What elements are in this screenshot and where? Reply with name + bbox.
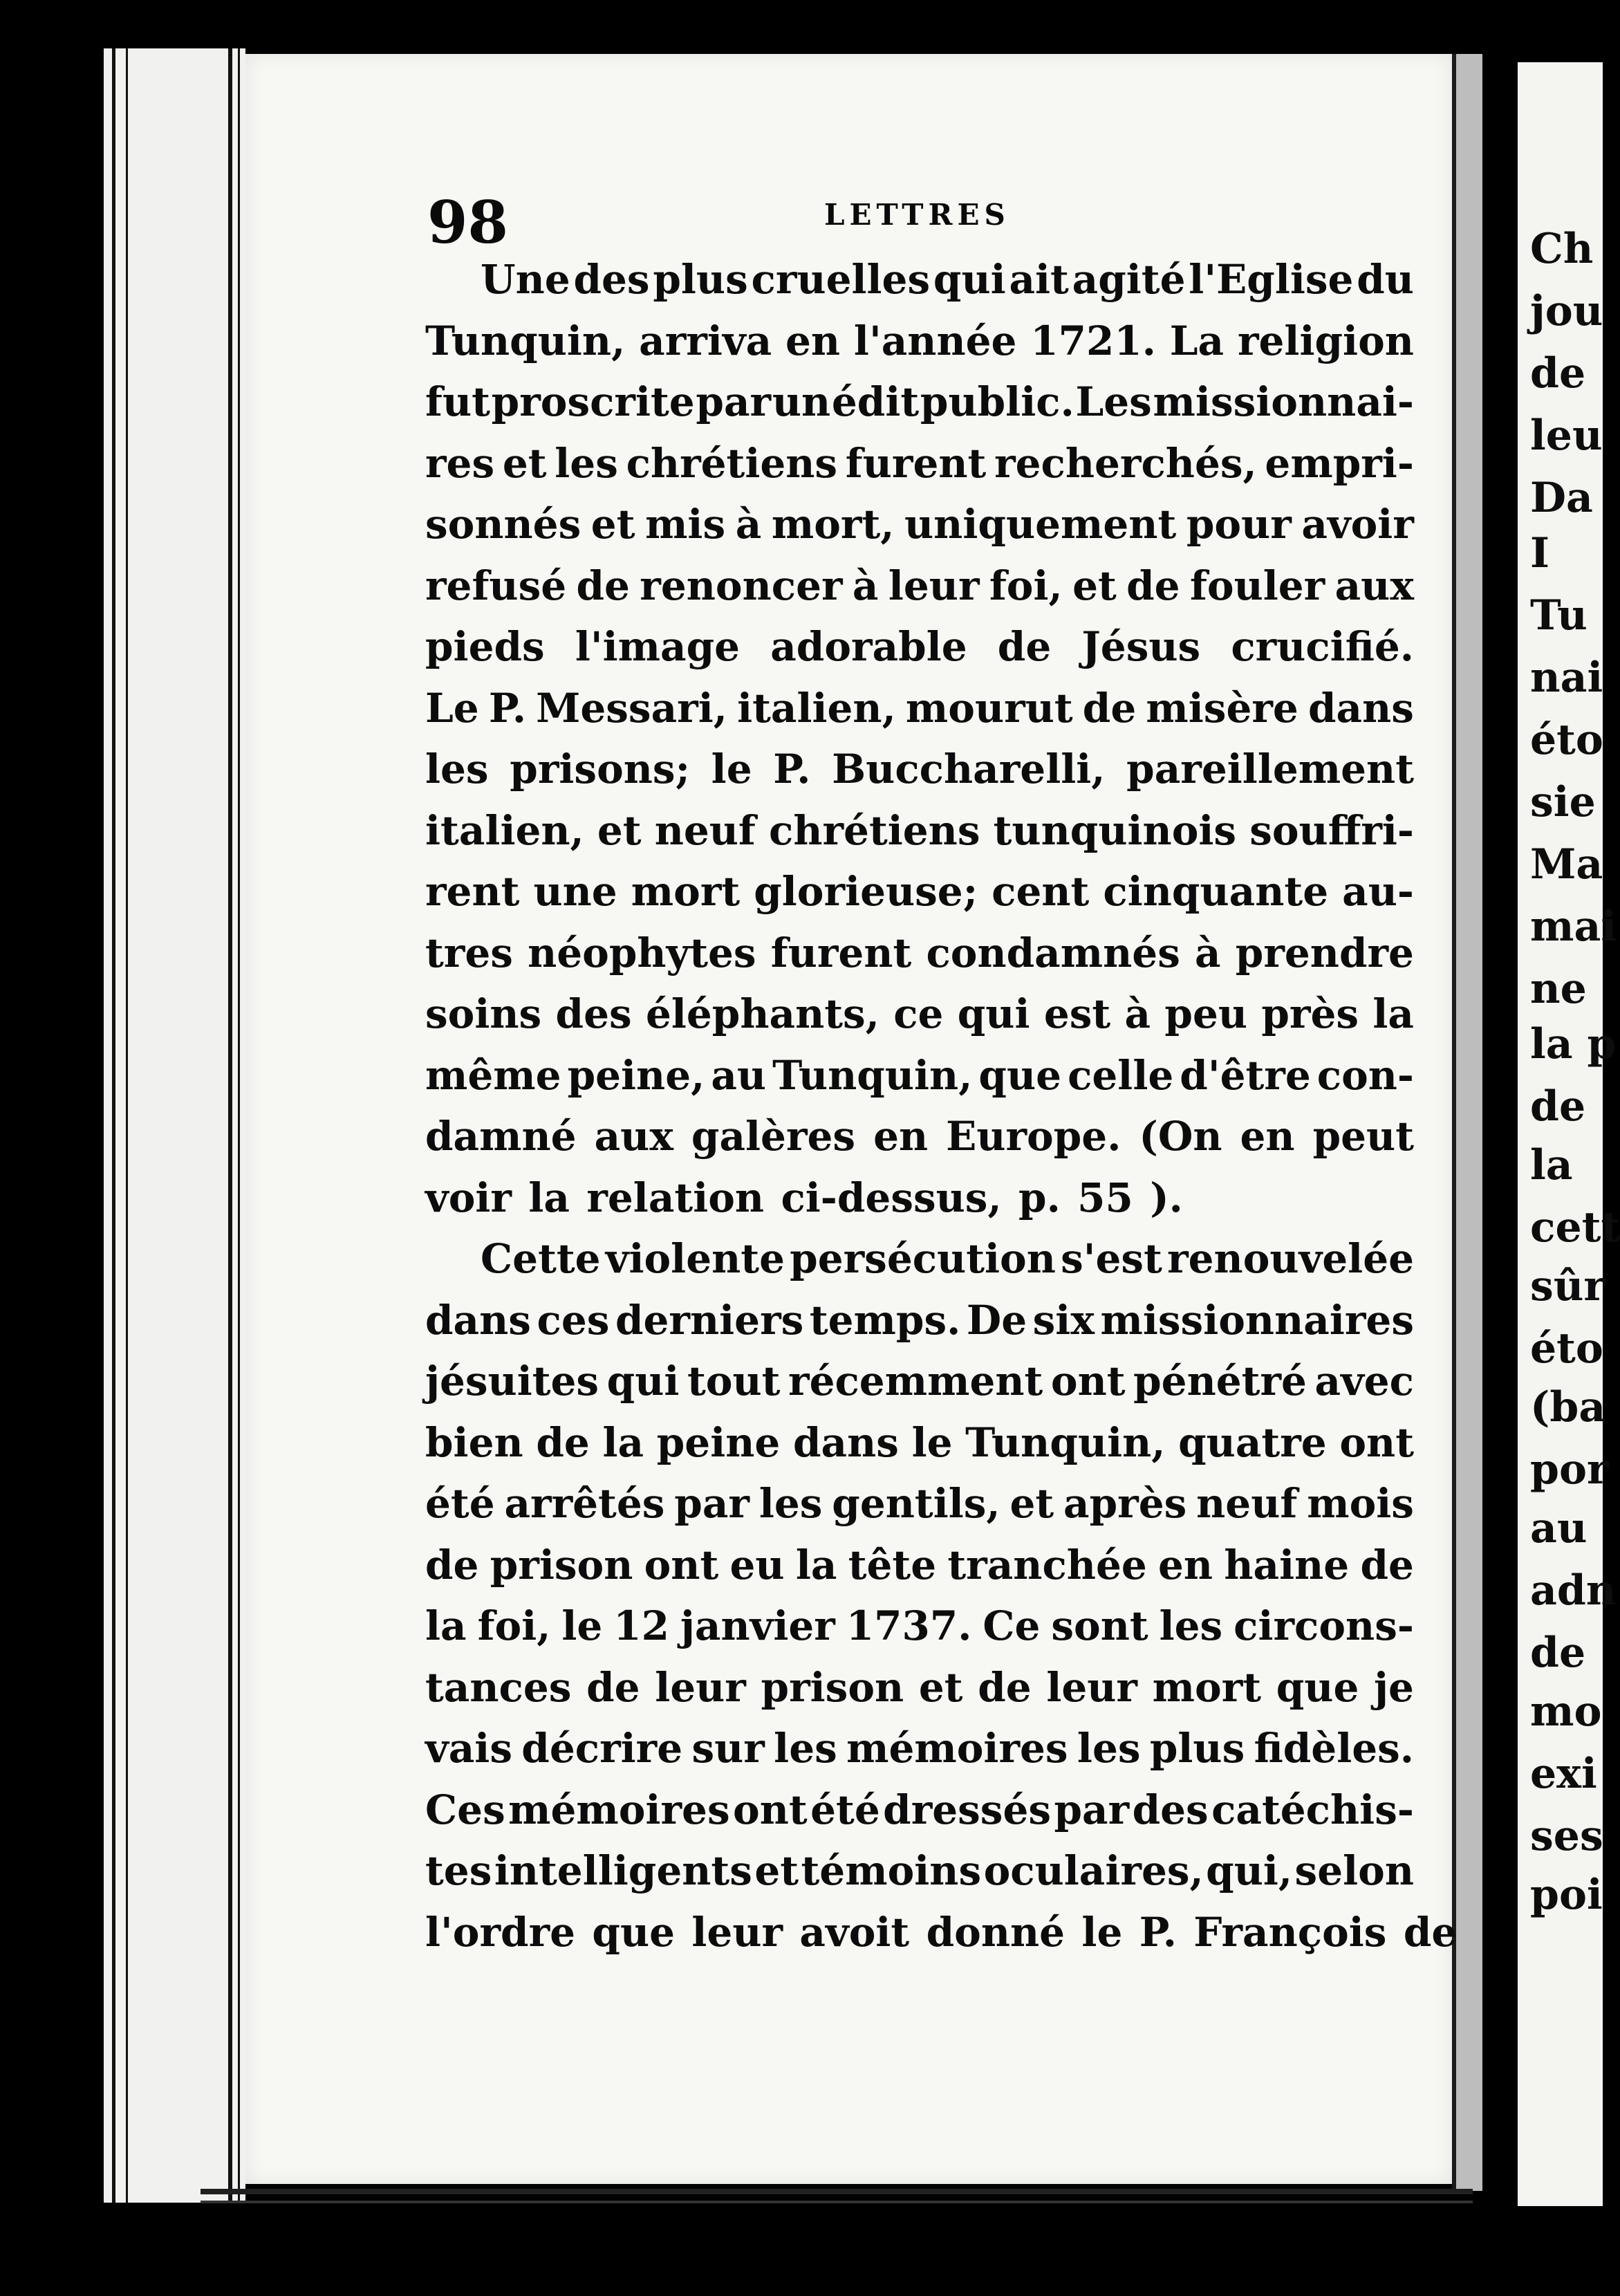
word: tunquinois xyxy=(993,806,1237,854)
word: relation xyxy=(586,1174,765,1221)
word: l'image xyxy=(575,623,741,670)
word: peine xyxy=(656,1418,781,1466)
word: janvier xyxy=(680,1602,835,1649)
word: celle xyxy=(1068,1051,1174,1099)
word: de xyxy=(576,562,630,609)
word: la xyxy=(795,1541,837,1589)
word: derniers xyxy=(615,1296,804,1344)
word: leur xyxy=(1046,1663,1137,1711)
word: public. xyxy=(920,378,1074,425)
word: soins xyxy=(425,990,542,1037)
word: bien xyxy=(425,1418,523,1466)
word: du xyxy=(1357,256,1414,303)
word: renouvelée xyxy=(1167,1235,1414,1282)
word: un xyxy=(772,378,831,425)
word: été xyxy=(810,1786,880,1833)
word: religion xyxy=(1237,317,1414,364)
word: selon xyxy=(1294,1847,1414,1894)
word: fut xyxy=(425,378,490,425)
word: prisons; xyxy=(510,746,690,793)
word: Le xyxy=(425,684,479,732)
word: circons- xyxy=(1233,1602,1414,1649)
text-line xyxy=(425,1902,1458,1963)
word: le xyxy=(561,1602,603,1649)
word: P. xyxy=(488,684,527,732)
word: édit xyxy=(831,378,920,425)
word: tances xyxy=(425,1663,572,1711)
word: chrétiens xyxy=(626,439,838,487)
word: glorieuse; xyxy=(754,868,978,915)
binding-line xyxy=(238,48,240,2203)
word: de xyxy=(536,1418,590,1466)
paragraph xyxy=(425,1228,1458,1963)
word: François xyxy=(1193,1908,1387,1956)
word: Tunquin, xyxy=(772,1051,973,1099)
adjacent-page-line: Da xyxy=(1530,474,1593,522)
word: au xyxy=(711,1051,767,1099)
adjacent-page-line: de xyxy=(1530,1629,1586,1677)
word: en xyxy=(873,1113,929,1160)
word: l'Eglise xyxy=(1189,256,1354,303)
text-line xyxy=(425,1106,1414,1167)
word: mémoires xyxy=(846,1725,1068,1772)
word: et xyxy=(597,806,642,854)
page-bottom-edge xyxy=(201,2189,1473,2194)
word: recherchés, xyxy=(994,439,1257,487)
word: ait xyxy=(1009,256,1069,303)
word: ont xyxy=(1050,1358,1126,1405)
word: plus xyxy=(653,256,748,303)
word: furent xyxy=(845,439,987,487)
word: souffri- xyxy=(1249,806,1414,854)
word: agité xyxy=(1072,256,1186,303)
text-line xyxy=(425,1535,1414,1596)
word: ). xyxy=(1150,1174,1183,1221)
word: dans xyxy=(792,1418,899,1466)
word: Jésus xyxy=(1081,623,1201,670)
word: mois xyxy=(1307,1480,1414,1527)
word: peu xyxy=(1164,990,1248,1037)
adjacent-page-line: sie xyxy=(1530,778,1596,826)
word: intelligents xyxy=(494,1847,752,1894)
binding-line xyxy=(112,48,115,2203)
word: des xyxy=(555,990,632,1037)
word: chrétiens xyxy=(769,806,980,854)
adjacent-page-line: exi xyxy=(1530,1750,1597,1798)
word: De xyxy=(966,1296,1027,1344)
word: sont xyxy=(1051,1602,1148,1649)
word: de xyxy=(586,1663,640,1711)
adjacent-page-line: de xyxy=(1530,349,1586,398)
word: Une xyxy=(481,256,570,303)
word: italien, xyxy=(737,684,896,732)
word: et xyxy=(1072,562,1117,609)
word: le xyxy=(911,1418,953,1466)
word: en xyxy=(1158,1541,1213,1589)
text-line xyxy=(425,494,1414,555)
word: et xyxy=(918,1663,963,1711)
word: peut xyxy=(1312,1113,1414,1160)
word: con- xyxy=(1316,1051,1414,1099)
word: et xyxy=(590,501,635,548)
word: Cette xyxy=(481,1235,601,1282)
word: avec xyxy=(1314,1358,1414,1405)
word: donné xyxy=(926,1908,1065,1956)
word: le xyxy=(1081,1908,1123,1956)
word: tout xyxy=(687,1358,781,1405)
text-line xyxy=(425,923,1414,984)
word: dressés xyxy=(883,1786,1052,1833)
word: aux xyxy=(1334,562,1414,609)
word: d'être xyxy=(1180,1051,1311,1099)
adjacent-page-line: cett xyxy=(1530,1203,1620,1252)
word: en xyxy=(785,317,841,364)
word: récemment xyxy=(788,1358,1043,1405)
word: mis xyxy=(645,501,726,548)
word: tête xyxy=(848,1541,937,1589)
text-line xyxy=(425,1840,1414,1902)
word: gentils, xyxy=(832,1480,1000,1527)
text-line xyxy=(425,1473,1414,1535)
word: la xyxy=(425,1602,467,1649)
word: eu xyxy=(729,1541,785,1589)
word: vais xyxy=(425,1725,512,1772)
word: Ces xyxy=(425,1786,505,1833)
word: quatre xyxy=(1178,1418,1327,1466)
word: de xyxy=(1082,684,1137,732)
word: uniquement xyxy=(904,501,1177,548)
word: Les xyxy=(1075,378,1152,425)
adjacent-page-line: sûr xyxy=(1530,1262,1606,1311)
paragraph xyxy=(425,249,1414,1228)
text-line xyxy=(425,861,1414,923)
word: mourut xyxy=(905,684,1073,732)
word: ces xyxy=(537,1296,610,1344)
word: témoins xyxy=(801,1847,982,1894)
running-head: LETTRES xyxy=(824,198,1010,232)
page-bottom-edge xyxy=(201,2201,1473,2203)
word: proscrite xyxy=(491,378,695,425)
text-line xyxy=(425,1779,1414,1841)
word: renoncer xyxy=(640,562,843,609)
word: que xyxy=(592,1908,676,1956)
text-line xyxy=(425,249,1414,311)
adjacent-page-line: au xyxy=(1530,1504,1588,1553)
word: voir xyxy=(425,1174,512,1221)
word: oculaires, xyxy=(983,1847,1204,1894)
adjacent-page-line: Ch xyxy=(1530,225,1594,273)
word: cruelles xyxy=(751,256,931,303)
adjacent-page-line: mai xyxy=(1530,902,1617,951)
word: missionnai- xyxy=(1153,378,1414,425)
word: prison xyxy=(490,1541,633,1589)
word: et xyxy=(754,1847,799,1894)
adjacent-page-line: poi xyxy=(1530,1871,1603,1919)
word: damné xyxy=(425,1113,577,1160)
text-line xyxy=(425,983,1414,1045)
word: Tunquin, xyxy=(965,1418,1166,1466)
word: tes xyxy=(425,1847,492,1894)
word: mort xyxy=(1152,1663,1262,1711)
word: s'est xyxy=(1061,1235,1162,1282)
word: à xyxy=(735,501,762,548)
text-line xyxy=(425,1718,1414,1779)
adjacent-page-line: jou xyxy=(1530,287,1603,335)
word: missionnaires xyxy=(1100,1296,1414,1344)
word: été xyxy=(425,1480,495,1527)
word: ci-dessus, xyxy=(781,1174,1002,1221)
word: haine xyxy=(1224,1541,1350,1589)
word: foi, xyxy=(477,1602,551,1649)
word: prison xyxy=(761,1663,904,1711)
word: la xyxy=(528,1174,570,1221)
text-line xyxy=(425,433,1414,494)
word: P. xyxy=(773,746,811,793)
word: que xyxy=(1276,1663,1359,1711)
word: ce xyxy=(893,990,944,1037)
word: fidèles. xyxy=(1254,1725,1414,1772)
word: italien, xyxy=(425,806,584,854)
word: fouler xyxy=(1189,562,1325,609)
word: peine, xyxy=(567,1051,705,1099)
text-line xyxy=(425,1290,1414,1351)
word: décrire xyxy=(521,1725,683,1772)
word: arrêtés xyxy=(504,1480,665,1527)
text-line xyxy=(425,800,1414,862)
word: Messari, xyxy=(536,684,727,732)
adjacent-page-line: ne xyxy=(1530,965,1587,1013)
word: en xyxy=(1240,1113,1295,1160)
word: dans xyxy=(1307,684,1414,732)
word: une xyxy=(533,868,617,915)
word: prendre xyxy=(1235,929,1414,976)
word: à xyxy=(1124,990,1151,1037)
word: les xyxy=(774,1725,837,1772)
word: sur xyxy=(691,1725,765,1772)
word: 1737. xyxy=(846,1602,972,1649)
word: les xyxy=(425,746,489,793)
word: leur xyxy=(691,1908,783,1956)
adjacent-page xyxy=(1518,62,1620,2206)
word: condamnés xyxy=(926,929,1180,976)
adjacent-page-line: por xyxy=(1530,1445,1609,1494)
word: de xyxy=(1403,1908,1458,1956)
word: de xyxy=(425,1541,479,1589)
word: furent xyxy=(770,929,912,976)
word: qui, xyxy=(1206,1847,1293,1894)
word: par xyxy=(674,1480,750,1527)
word: ont xyxy=(1339,1418,1414,1466)
text-line xyxy=(425,678,1414,739)
text-line xyxy=(425,311,1414,372)
page-fore-edge xyxy=(1452,54,1482,2191)
word: l'année xyxy=(853,317,1017,364)
word: les xyxy=(555,439,618,487)
word: foi, xyxy=(989,562,1063,609)
adjacent-page-line: leu xyxy=(1530,411,1603,460)
word: rent xyxy=(425,868,520,915)
word: près xyxy=(1261,990,1359,1037)
text-line xyxy=(425,555,1414,617)
word: ont xyxy=(644,1541,719,1589)
word: des xyxy=(1132,1786,1209,1833)
word: aux xyxy=(594,1113,673,1160)
word: qui xyxy=(933,256,1006,303)
text-line xyxy=(425,1412,1414,1474)
word: neuf xyxy=(654,806,756,854)
word: des xyxy=(573,256,650,303)
word: dans xyxy=(425,1296,531,1344)
word: Buccharelli, xyxy=(832,746,1106,793)
left-binding-edge xyxy=(104,48,245,2203)
word: crucifié. xyxy=(1231,623,1414,670)
word: de xyxy=(978,1663,1032,1711)
adjacent-page-line: la xyxy=(1530,1141,1573,1189)
text-line xyxy=(425,616,1414,678)
adjacent-page-line: Ma xyxy=(1530,840,1603,889)
word: arriva xyxy=(639,317,772,364)
word: plus xyxy=(1149,1725,1245,1772)
text-line xyxy=(425,1351,1414,1412)
word: et xyxy=(502,439,547,487)
word: je xyxy=(1374,1663,1414,1711)
word: adorable xyxy=(770,623,967,670)
word: l'ordre xyxy=(425,1908,576,1956)
adjacent-page-line: adn xyxy=(1530,1566,1617,1615)
binding-line xyxy=(228,48,232,2203)
word: à xyxy=(1195,929,1221,976)
word: la xyxy=(602,1418,644,1466)
adjacent-page-line: mo xyxy=(1530,1687,1602,1736)
word: les xyxy=(1077,1725,1141,1772)
word: même xyxy=(425,1051,561,1099)
word: qui xyxy=(606,1358,680,1405)
word: leur xyxy=(655,1663,746,1711)
word: avoit xyxy=(799,1908,910,1956)
word: de xyxy=(1126,562,1180,609)
word: (On xyxy=(1139,1113,1222,1160)
adjacent-page-line: (ba xyxy=(1530,1383,1606,1432)
word: Tunquin, xyxy=(425,317,626,364)
word: de xyxy=(997,623,1052,670)
word: les xyxy=(1159,1602,1223,1649)
body-text xyxy=(425,249,1458,1963)
word: pour xyxy=(1186,501,1292,548)
word: par xyxy=(1054,1786,1130,1833)
word: la xyxy=(1372,990,1414,1037)
word: mémoires xyxy=(508,1786,730,1833)
binding-line xyxy=(126,48,128,2203)
word: 55 xyxy=(1077,1174,1133,1221)
text-line xyxy=(425,1167,1414,1229)
adjacent-page-line: éto xyxy=(1530,716,1603,764)
word: La xyxy=(1169,317,1225,364)
text-line xyxy=(425,1595,1414,1657)
word: pénétré xyxy=(1133,1358,1307,1405)
word: éléphants, xyxy=(645,990,879,1037)
adjacent-page-line: I xyxy=(1530,529,1550,577)
word: par xyxy=(696,378,772,425)
word: catéchis- xyxy=(1211,1786,1414,1833)
word: au- xyxy=(1342,868,1414,915)
word: de xyxy=(1360,1541,1414,1589)
word: tres xyxy=(425,929,513,976)
word: empri- xyxy=(1265,439,1414,487)
adjacent-page-line: ses xyxy=(1530,1812,1603,1860)
word: Europe. xyxy=(946,1113,1121,1160)
word: mort xyxy=(631,868,741,915)
word: à xyxy=(852,562,879,609)
word: que xyxy=(978,1051,1062,1099)
word: cinquante xyxy=(1103,868,1329,915)
word: sonnés xyxy=(425,501,581,548)
word: leur xyxy=(888,562,980,609)
word: neuf xyxy=(1196,1480,1298,1527)
word: misère xyxy=(1146,684,1298,732)
word: Ce xyxy=(983,1602,1041,1649)
word: persécution xyxy=(790,1235,1056,1282)
word: pieds xyxy=(425,623,545,670)
word: galères xyxy=(691,1113,856,1160)
text-line xyxy=(425,1228,1414,1290)
adjacent-page-line: de xyxy=(1530,1082,1586,1131)
word: violente xyxy=(605,1235,785,1282)
word: néophytes xyxy=(528,929,756,976)
word: le xyxy=(711,746,752,793)
text-line xyxy=(425,1045,1414,1107)
word: jésuites xyxy=(425,1358,599,1405)
word: six xyxy=(1032,1296,1095,1344)
word: ont xyxy=(733,1786,808,1833)
word: temps. xyxy=(809,1296,961,1344)
word: p. xyxy=(1018,1174,1061,1221)
adjacent-page-line: Tu xyxy=(1530,591,1588,640)
word: avoir xyxy=(1301,501,1414,548)
page-number: 98 xyxy=(427,188,508,257)
word: P. xyxy=(1139,1908,1177,1956)
text-line xyxy=(425,739,1414,800)
adjacent-page-line: nai xyxy=(1530,654,1603,702)
word: est xyxy=(1043,990,1111,1037)
word: mort, xyxy=(771,501,895,548)
word: 12 xyxy=(613,1602,669,1649)
word: res xyxy=(425,439,495,487)
word: qui xyxy=(957,990,1030,1037)
text-line xyxy=(425,1657,1414,1719)
word: refusé xyxy=(425,562,567,609)
text-line xyxy=(425,371,1414,433)
adjacent-page-line: la p xyxy=(1530,1020,1617,1068)
word: et xyxy=(1009,1480,1054,1527)
word: les xyxy=(758,1480,823,1527)
word: cent xyxy=(991,868,1090,915)
word: 1721. xyxy=(1030,317,1156,364)
adjacent-page-line: éto xyxy=(1530,1324,1603,1373)
word: après xyxy=(1063,1480,1187,1527)
word: pareillement xyxy=(1126,746,1414,793)
word: tranchée xyxy=(947,1541,1147,1589)
